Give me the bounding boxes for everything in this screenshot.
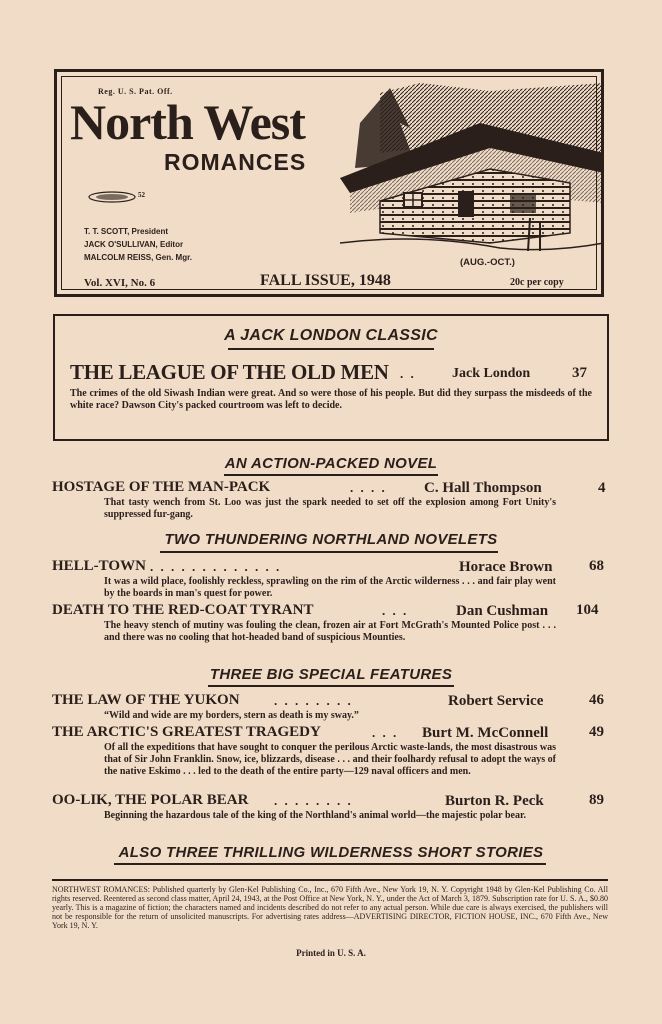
emblem-icon	[88, 191, 136, 203]
story-page-oolik: 89	[589, 792, 604, 808]
section-underline	[228, 348, 434, 350]
story-title-helltown[interactable]: HELL-TOWN	[52, 558, 146, 574]
section-underline	[208, 685, 454, 687]
story-author-helltown: Horace Brown	[459, 559, 553, 575]
story-page-redcoat: 104	[576, 602, 599, 618]
story-title-league[interactable]: THE LEAGUE OF THE OLD MEN	[70, 360, 389, 384]
story-desc-oolik: Beginning the hazardous tale of the king of the Northland's animal world—the majestic polar bear.	[104, 810, 526, 821]
leader-dots: . . .	[382, 603, 409, 618]
section-heading-features: THREE BIG SPECIAL FEATURES	[209, 666, 453, 683]
staff-manager: MALCOLM REISS, Gen. Mgr.	[84, 253, 193, 262]
story-author-league: Jack London	[452, 366, 531, 381]
story-desc-league: The crimes of the old Siwash Indian were great. And so were those of his people. But did they surpass the misdeeds of the white race? Dawson City's packed courtroom was left to decide.	[70, 388, 592, 411]
section-heading-classic: A JACK LONDON CLASSIC	[224, 327, 438, 344]
story-page-hostage: 4	[598, 480, 606, 496]
cover-price: 20c per copy	[510, 277, 564, 288]
staff-list	[84, 225, 192, 264]
story-title-hostage[interactable]: HOSTAGE OF THE MAN-PACK	[52, 479, 271, 495]
story-desc-yukon: “Wild and wide are my borders, stern as death is my sway.”	[104, 710, 359, 721]
section-underline	[114, 863, 546, 865]
section-heading-shorts: ALSO THREE THRILLING WILDERNESS SHORT STORIES	[118, 844, 544, 861]
story-author-hostage: C. Hall Thompson	[424, 480, 542, 496]
footer-divider	[52, 879, 608, 881]
story-page-league: 37	[572, 365, 587, 381]
publication-notice: NORTHWEST ROMANCES: Published quarterly by Glen-Kel Publishing Co., Inc., 670 Fifth Ave., New York 19, N. Y. Copyright 1948 by Glen-Kel Publishing Co. All rights reserved. Reentered as second class matter, April 24, 1943, at the Post Office at New York, N. Y., under the Act of March 3, 1879. Subscription rate for U. S. A., $0.80 yearly. This is a magazine of fiction; the characters named and incidents described do not refer to any actual person. While due care is always exercised, the publishers will not be responsible for the return of unsolicited manuscripts. For advertising rates address—ADVERTISING DIRECTOR, FICTION HOUSE, INC., 670 Fifth Ave., New York 19, N. Y.	[52, 885, 608, 930]
leader-dots: . . . . . . . .	[274, 793, 353, 808]
masthead	[54, 69, 604, 297]
story-author-yukon: Robert Service	[448, 693, 544, 709]
issue-title: FALL ISSUE, 1948	[260, 272, 391, 289]
staff-editor: JACK O'SULLIVAN, Editor	[84, 240, 184, 249]
section-underline	[160, 551, 498, 553]
staff-president: T. T. SCOTT, President	[84, 227, 169, 236]
story-desc-redcoat: The heavy stench of mutiny was fouling the clean, frozen air at Fort McGrath's Mounted Police post . . . and there was no cooling that hot-headed band of suspicious Mounties.	[104, 620, 556, 643]
story-desc-hostage: That tasty wench from St. Loo was just the spark needed to set off the explosion among Fort Unity's suppressed fur-gang.	[104, 497, 556, 520]
story-desc-arctic: Of all the expeditions that have sought to conquer the perilous Arctic waste-lands, the most disastrous was that of Sir John Franklin. Snow, ice, blizzards, disease . . . and their foolhardy refusal to adopt the ways of the native Eskimo . . . led to the death of the entire party—129 naval officers and men.	[104, 742, 556, 777]
emblem-number: 52	[138, 191, 145, 199]
section-heading-novelets: TWO THUNDERING NORTHLAND NOVELETS	[164, 531, 498, 548]
leader-dots: . . .	[372, 725, 399, 740]
story-title-redcoat[interactable]: DEATH TO THE RED-COAT TYRANT	[52, 602, 314, 618]
story-page-arctic: 49	[589, 724, 604, 740]
leader-dots: . . . . . . . .	[274, 693, 353, 708]
section-underline	[224, 474, 438, 476]
story-title-arctic[interactable]: THE ARCTIC'S GREATEST TRAGEDY	[52, 724, 321, 740]
masthead-frame	[61, 76, 597, 290]
story-author-oolik: Burton R. Peck	[445, 793, 544, 809]
story-author-arctic: Burt M. McConnell	[422, 725, 549, 741]
story-page-yukon: 46	[589, 692, 604, 708]
story-title-yukon[interactable]: THE LAW OF THE YUKON	[52, 692, 240, 708]
leader-dots: . . . .	[350, 480, 387, 495]
leader-dots: . .	[400, 366, 416, 381]
volume-number: Vol. XVI, No. 6	[84, 277, 156, 289]
story-page-helltown: 68	[589, 558, 604, 574]
section-heading-novel: AN ACTION-PACKED NOVEL	[224, 455, 438, 472]
cabin-illustration	[340, 83, 604, 253]
leader-dots: . . . . . . . . . . . . .	[150, 559, 282, 574]
story-title-oolik[interactable]: OO-LIK, THE POLAR BEAR	[52, 792, 249, 808]
story-author-redcoat: Dan Cushman	[456, 603, 549, 619]
story-desc-helltown: It was a wild place, foolishly reckless, sprawling on the rim of the Arctic wilderness . . . and fair play went by the boards in man's quest for power.	[104, 576, 556, 599]
logo-subtitle: ROMANCES	[164, 149, 307, 175]
issue-months: (AUG.-OCT.)	[460, 257, 515, 268]
logo-title: North West	[70, 94, 305, 150]
registered-trademark: Reg. U. S. Pat. Off.	[98, 87, 173, 96]
printed-in: Printed in U. S. A.	[296, 948, 366, 958]
